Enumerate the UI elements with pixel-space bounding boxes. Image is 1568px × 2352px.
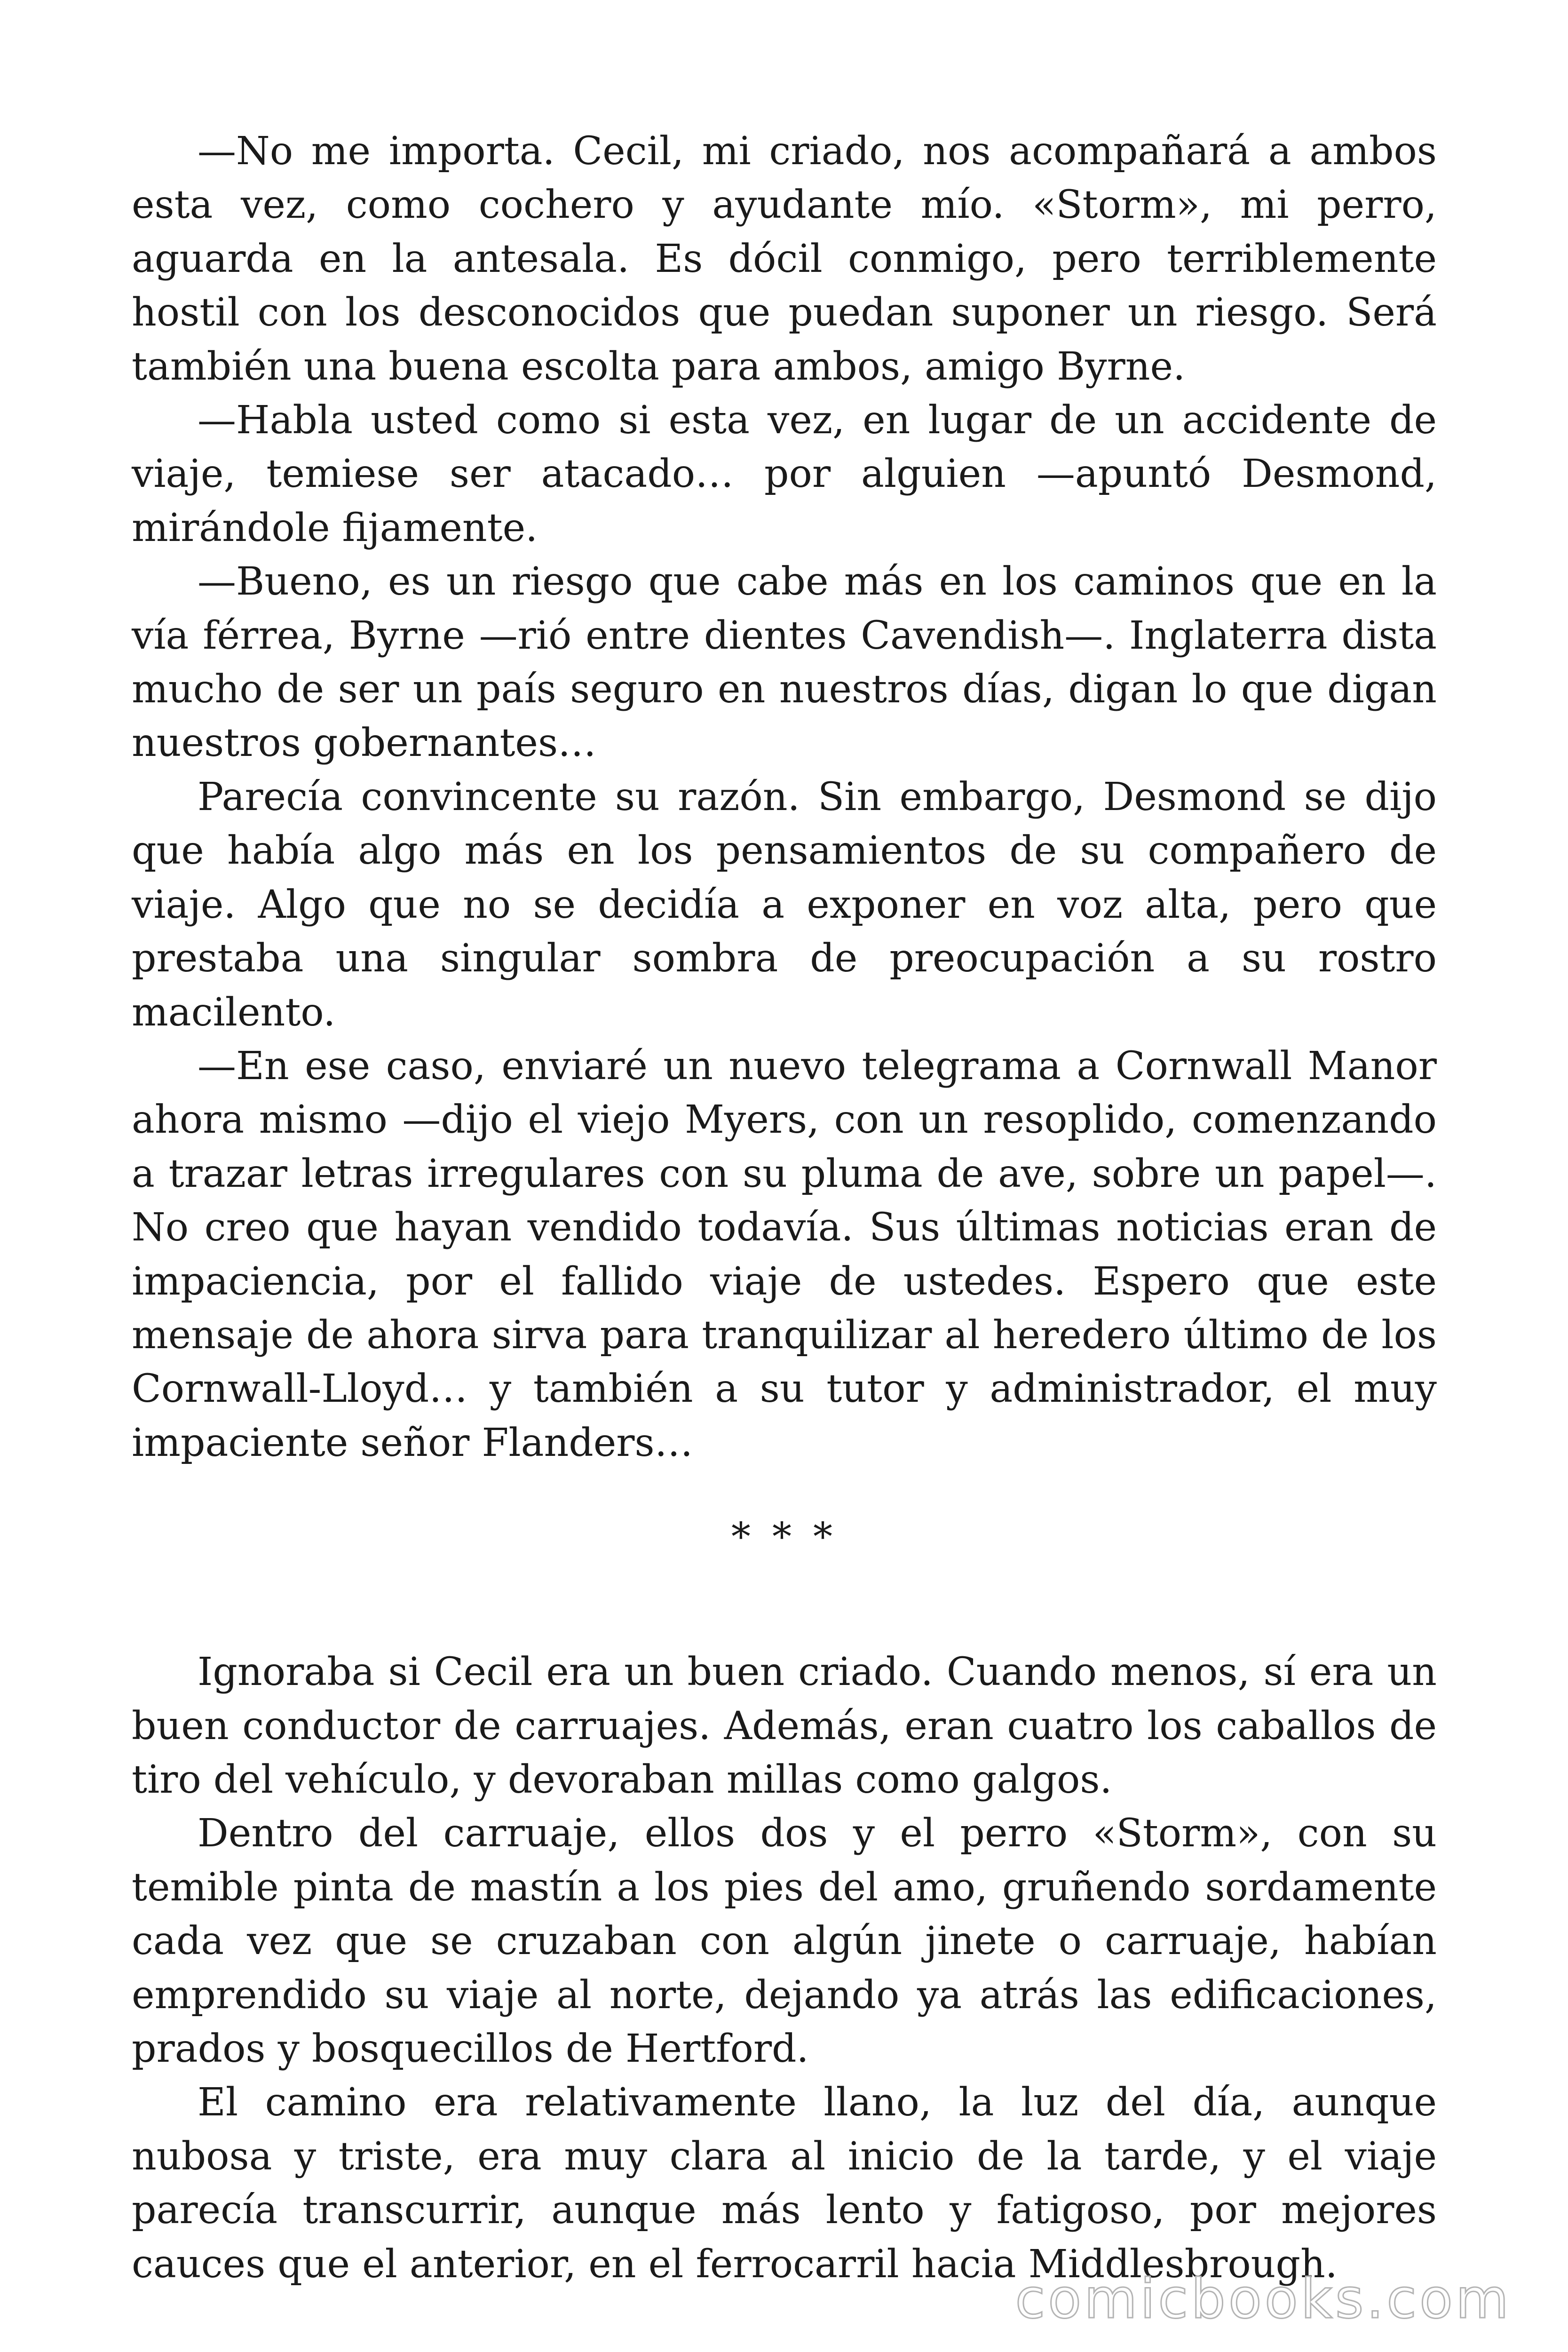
watermark: comicbooks.com <box>1015 2267 1512 2331</box>
paragraph: Parecía convincente su razón. Sin embargo, Desmond se dijo que había algo más en los pensamientos de su compañero de viaje. Algo que no se decidía a exponer en voz alta, pero que prestaba una singular sombra de preocupación a su rostro macilento. <box>132 774 1437 1035</box>
paragraph: Ignoraba si Cecil era un buen criado. Cuando menos, sí era un buen conductor de carruajes. Además, eran cuatro los caballos de tiro del vehículo, y devoraban millas como galgos. <box>132 1650 1437 1802</box>
book-page <box>132 125 1437 2291</box>
paragraph: —Habla usted como si esta vez, en lugar de un accidente de viaje, temiese ser atacado… por alguien —apuntó Desmond, mirándole fijamente. <box>132 398 1437 550</box>
paragraph: —No me importa. Cecil, mi criado, nos acompañará a ambos esta vez, como cochero y ayudante mío. «Storm», mi perro, aguarda en la antesala. Es dócil conmigo, pero terriblemente hostil con los desconocidos que puedan suponer un riesgo. Será también una buena escolta para ambos, amigo Byrne. <box>132 129 1437 389</box>
paragraph: —Bueno, es un riesgo que cabe más en los caminos que en la vía férrea, Byrne —rió entre dientes Cavendish—. Inglaterra dista mucho de ser un país seguro en nuestros días, digan lo que digan nuestros gobernantes… <box>132 559 1437 766</box>
paragraph: El camino era relativamente llano, la luz del día, aunque nubosa y triste, era muy clara al inicio de la tarde, y el viaje parecía transcurrir, aunque más lento y fatigoso, por mejores cauces que el anterior, en el ferrocarril hacia Middlesbrough. <box>132 2080 1437 2287</box>
section-break: * * * <box>731 1515 838 1560</box>
paragraph: Dentro del carruaje, ellos dos y el perro «Storm», con su temible pinta de mastín a los pies del amo, gruñendo sordamente cada vez que se cruzaban con algún jinete o carruaje, habían emprendido su viaje al norte, dejando ya atrás las edificaciones, prados y bosquecillos de Hertford. <box>132 1811 1437 2071</box>
paragraph: —En ese caso, enviaré un nuevo telegrama a Cornwall Manor ahora mismo —dijo el viejo Myers, con un resoplido, comenzando a trazar letras irregulares con su pluma de ave, sobre un papel—. No creo que hayan vendido todavía. Sus últimas noticias eran de impaciencia, por el fallido viaje de ustedes. Espero que este mensaje de ahora sirva para tranquilizar al heredero último de los Cornwall-Lloyd… y también a su tutor y administrador, el muy impaciente señor Flanders… <box>132 1043 1437 1465</box>
